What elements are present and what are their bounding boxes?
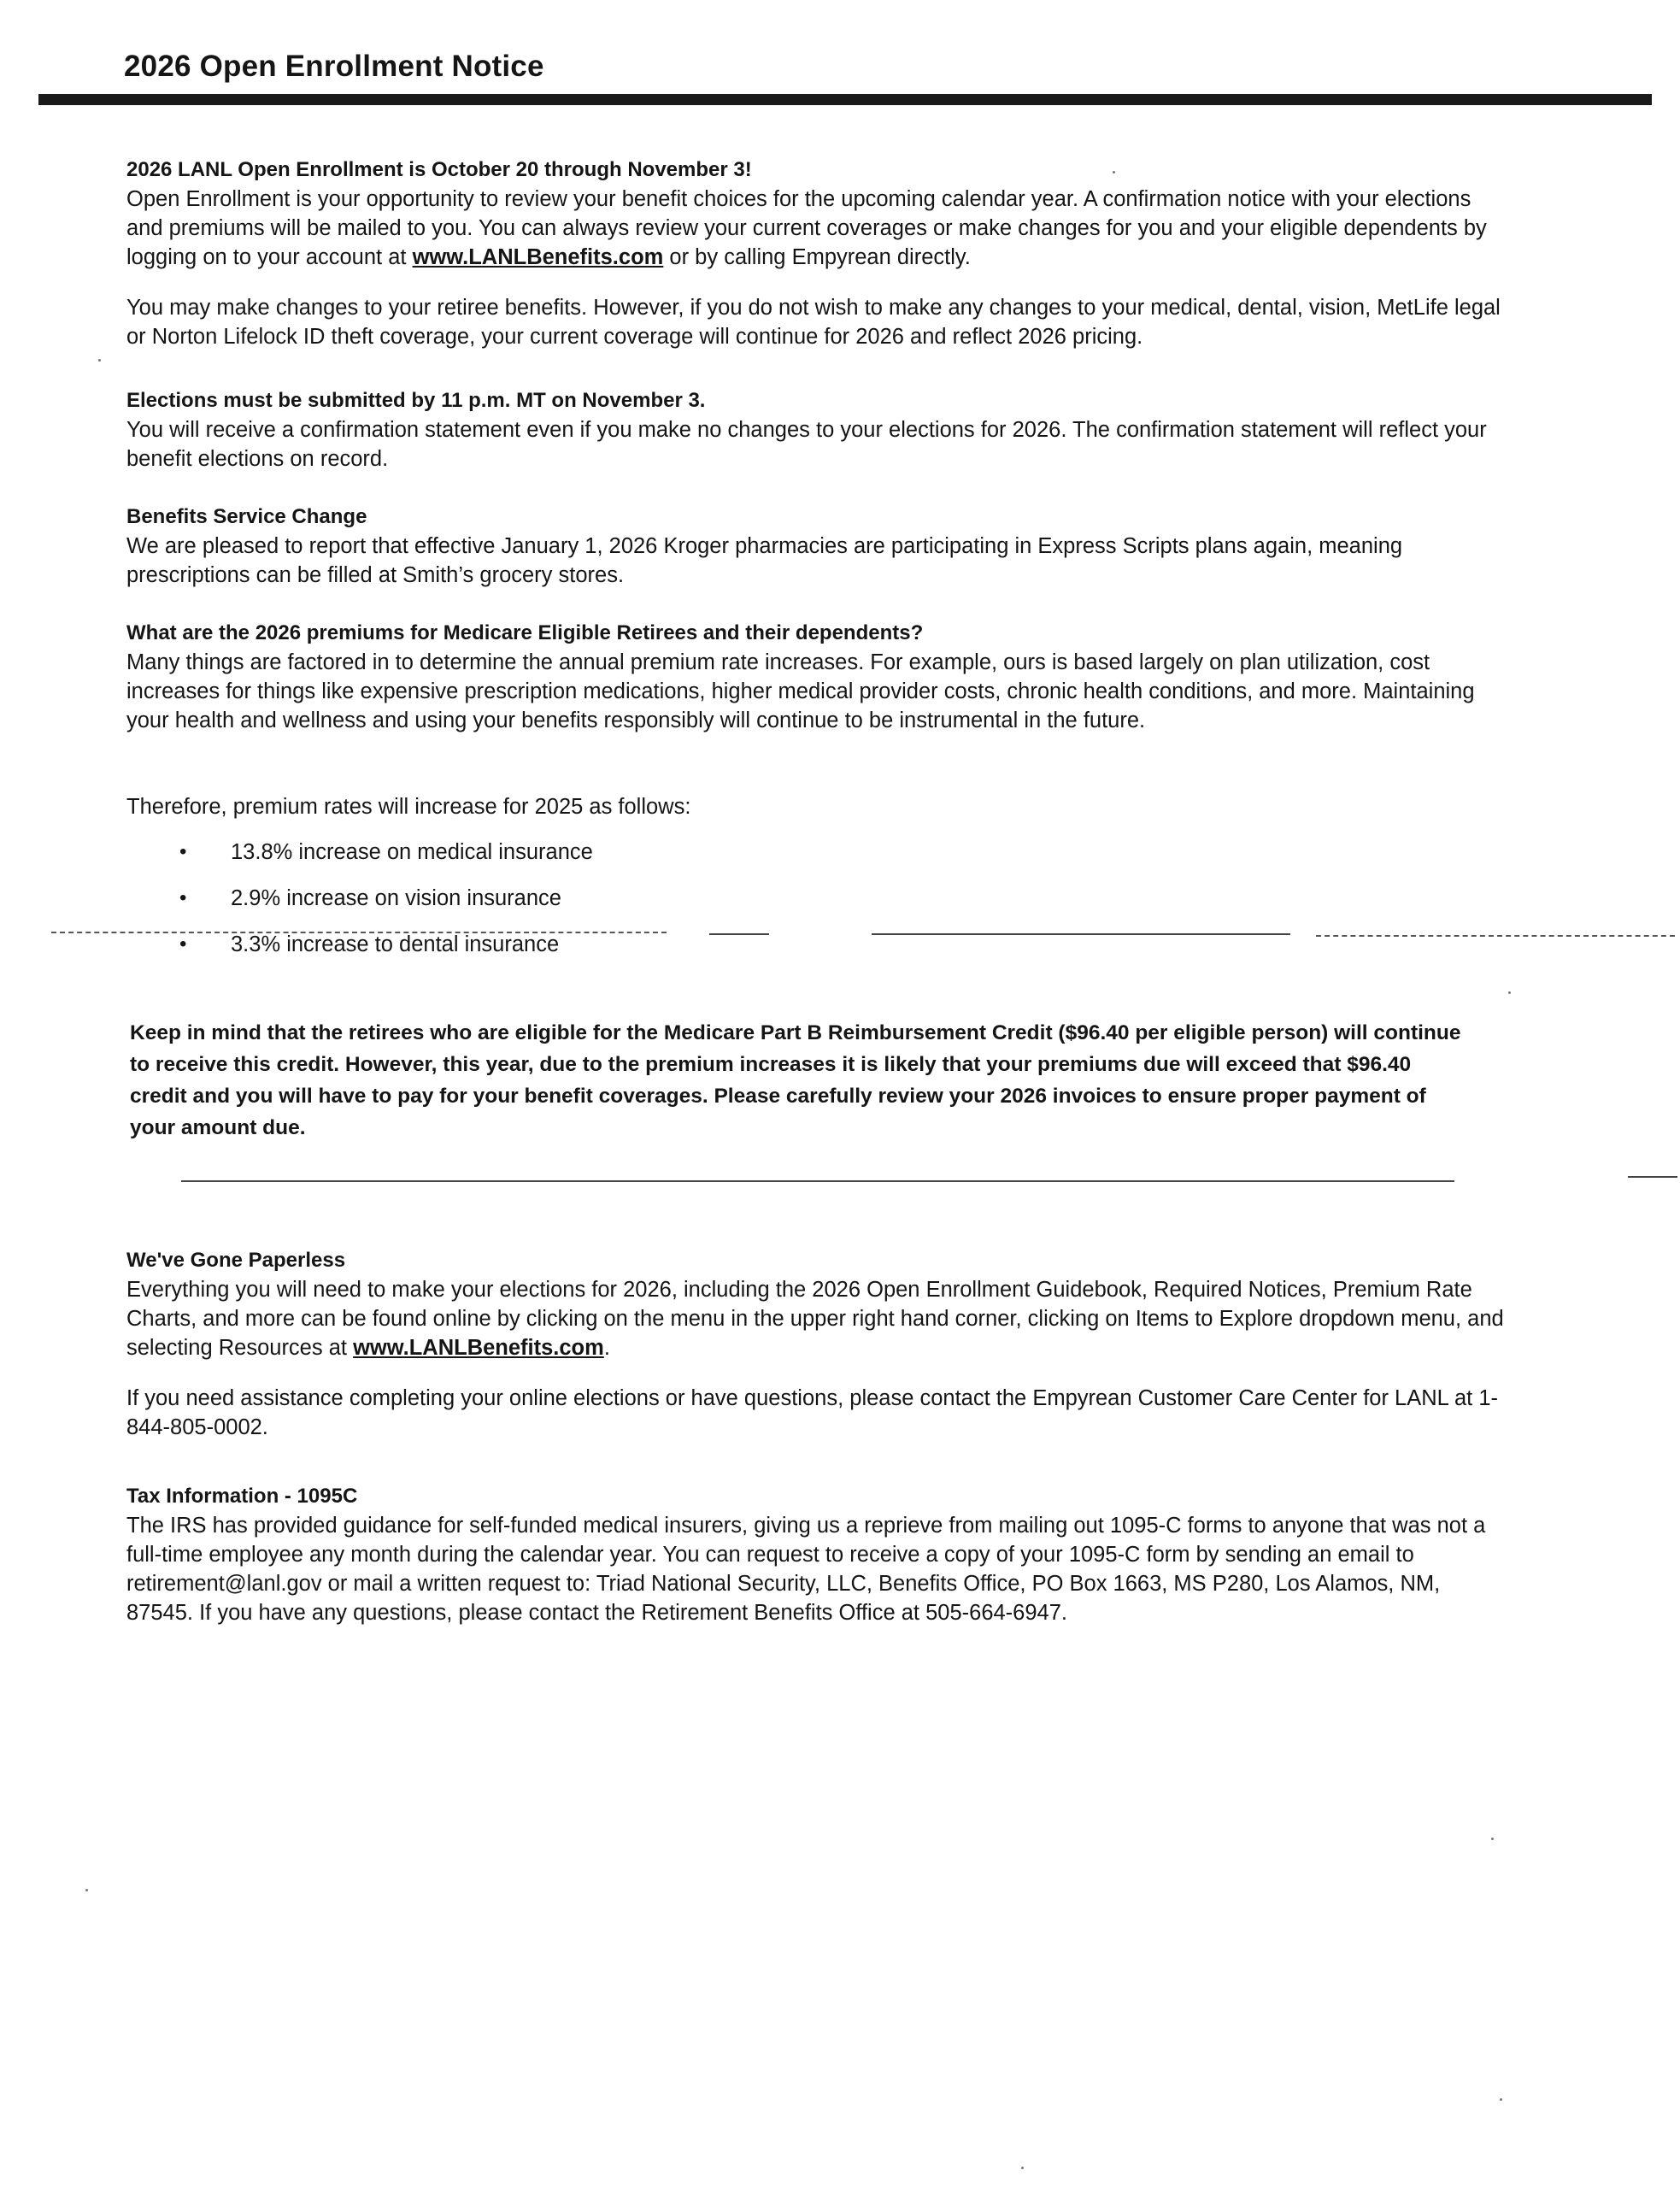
paperless-body-tail: . <box>603 1336 610 1360</box>
title-rule <box>38 94 1652 105</box>
scan-artifact-line <box>1316 935 1675 937</box>
tax-heading: Tax Information - 1095C <box>126 1485 358 1508</box>
paperless-body <box>126 1275 1511 1362</box>
deadline-heading: Elections must be submitted by 11 p.m. MT on November 3. <box>126 389 706 412</box>
scan-speck <box>1113 171 1115 174</box>
scan-artifact-line <box>51 932 667 933</box>
scan-speck <box>1508 991 1511 994</box>
enrollment-heading: 2026 LANL Open Enrollment is October 20 through November 3! <box>126 158 752 181</box>
tax-section <box>126 1482 1511 1627</box>
list-item: • 13.8% increase on medical insurance <box>126 838 1152 884</box>
separator-line <box>181 1180 1454 1182</box>
paperless-section <box>126 1246 1511 1362</box>
service-change-heading: Benefits Service Change <box>126 505 367 528</box>
page-title: 2026 Open Enrollment Notice <box>124 50 544 83</box>
lanl-benefits-link[interactable]: www.LANLBenefits.com <box>353 1336 604 1360</box>
assistance-text: If you need assistance completing your online elections or have questions, please contact the Empyrean Customer Care Center for LANL at 1-844-805-0002. <box>126 1386 1499 1439</box>
deadline-body: You will receive a confirmation statement even if you make no changes to your elections for 2026. The confirmation statement will reflect your benefit elections on record. <box>126 418 1487 471</box>
enrollment-section <box>126 156 1511 272</box>
enrollment-body-text: Open Enrollment is your opportunity to review your benefit choices for the upcoming calendar year. A confirmation notice with your elections and premiums will be mailed to you. You can always review your current coverages or make changes for you and your eligible dependents by logging on to your account at <box>126 187 1487 269</box>
premiums-intro: Therefore, premium rates will increase for 2025 as follows: <box>126 795 691 819</box>
premiums-body: Many things are factored in to determine the annual premium rate increases. For example, ours is based largely on plan utilization, cost increases for things like expensive prescription medications, higher medical provider costs, chronic health conditions, and more. Maintaining your health and wellness and using your benefits responsibly will continue to be instrumental in the future. <box>126 650 1475 732</box>
service-change-body: We are pleased to report that effective January 1, 2026 Kroger pharmacies are participating in Express Scripts plans again, meaning prescriptions can be filled at Smith’s grocery stores. <box>126 534 1403 587</box>
paperless-body-text: Everything you will need to make your elections for 2026, including the 2026 Open Enrollment Guidebook, Required Notices, Premium Rate Charts, and more can be found online by clicking on the menu in the upper right hand corner, clicking on Items to Explore dropdown menu, and selecting Resources at <box>126 1278 1504 1360</box>
credit-notice: Keep in mind that the retirees who are eligible for the Medicare Part B Reimbursement Credit ($96.40 per eligible person) will continue to receive this credit. However, this year, due to the premium increases it is likely that your premiums due will exceed that $96.40 credit and you will have to pay for your benefit coverages. Please carefully review your 2026 invoices to ensure proper payment of your amount due. <box>130 1021 1461 1139</box>
scan-artifact-line <box>1628 1176 1677 1178</box>
premiums-section <box>126 619 1511 735</box>
premiums-intro-paragraph <box>126 792 1511 821</box>
list-item: • 2.9% increase on vision insurance <box>126 884 1152 930</box>
enrollment-body-tail: or by calling Empyrean directly. <box>663 245 971 269</box>
premium-increase-list <box>126 838 1152 976</box>
scan-artifact-line <box>709 933 769 935</box>
service-change-section <box>126 503 1511 590</box>
scan-speck <box>1021 2167 1024 2169</box>
scan-speck <box>1500 2098 1502 2101</box>
assistance-paragraph <box>126 1384 1511 1442</box>
scan-speck <box>1491 1838 1494 1840</box>
paperless-heading: We've Gone Paperless <box>126 1249 346 1272</box>
tax-body: The IRS has provided guidance for self-funded medical insurers, giving us a reprieve from mailing out 1095-C forms to anyone that was not a full-time employee any month during the calendar year. You can request to receive a copy of your 1095-C form by sending an email to retirement@lanl.gov or mail a written request to: Triad National Security, LLC, Benefits Office, PO Box 1663, MS P280, Los Alamos, NM, 87545. If you have any questions, please contact the Retirement Benefits Office at 505-664-6947. <box>126 1514 1486 1625</box>
scan-artifact-line <box>872 933 1290 935</box>
enrollment-body <box>126 185 1511 272</box>
scan-speck <box>98 359 101 362</box>
retiree-changes-text: You may make changes to your retiree benefits. However, if you do not wish to make any changes to your medical, dental, vision, MetLife legal or Norton Lifelock ID theft coverage, your current coverage will continue for 2026 and reflect 2026 pricing. <box>126 296 1501 349</box>
lanl-benefits-link[interactable]: www.LANLBenefits.com <box>412 245 664 269</box>
deadline-section <box>126 386 1511 473</box>
scan-speck <box>85 1889 88 1891</box>
premiums-heading: What are the 2026 premiums for Medicare Eligible Retirees and their dependents? <box>126 621 924 644</box>
retiree-changes-paragraph <box>126 293 1511 351</box>
list-item: • 3.3% increase to dental insurance <box>126 930 1152 976</box>
